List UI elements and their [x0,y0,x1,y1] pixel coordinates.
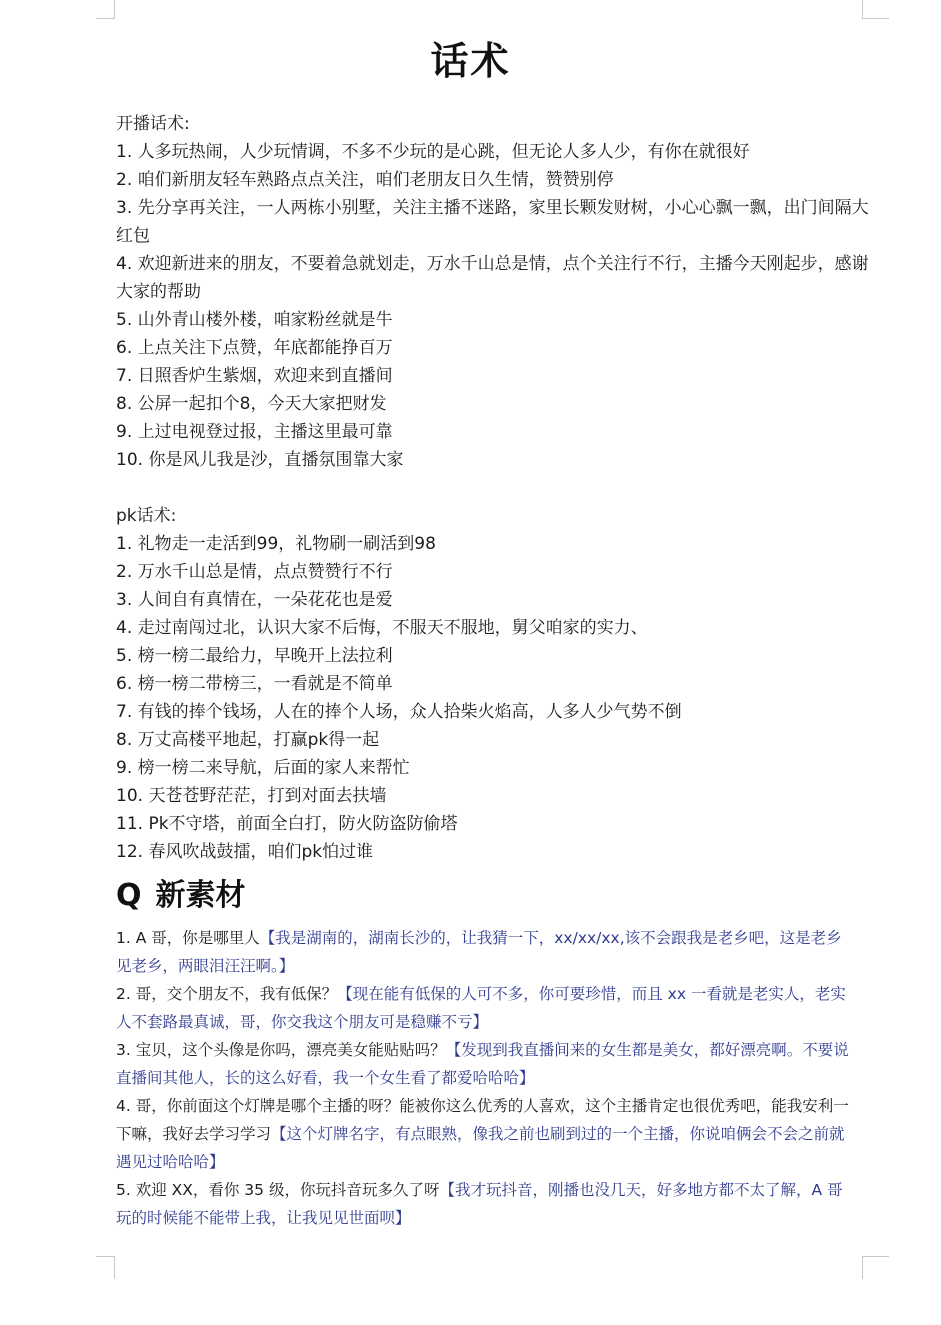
material-question: 2. 哥，交个朋友不，我有低保？ [116,985,338,1003]
list-item: 10. 你是风儿我是沙，直播氛围靠大家 [116,450,404,470]
opening-list [116,138,876,474]
scripts-content [116,110,876,866]
material-question: 5. 欢迎 XX，看你 35 级，你玩抖音玩多久了呀 [116,1181,440,1199]
material-item [116,1036,856,1092]
list-item: 9. 上过电视登过报，主播这里最可靠 [116,422,393,442]
opening-section-label: 开播话术: [116,114,190,134]
section-spacer [116,474,876,502]
crop-mark-bottom-right [862,1256,889,1279]
list-item: 2. 咱们新朋友轻车熟路点点关注，咱们老朋友日久生情，赞赞别停 [116,170,614,190]
material-item [116,980,856,1036]
list-item: 8. 万丈高楼平地起，打赢pk得一起 [116,730,380,750]
list-item: 12. 春风吹战鼓擂，咱们pk怕过谁 [116,842,374,862]
crop-mark-bottom-left [96,1256,115,1279]
list-item: 1. 礼物走一走活到99，礼物刷一刷活到98 [116,534,436,554]
list-item: 5. 榜一榜二最给力，早晚开上法拉利 [116,646,393,666]
pk-list [116,530,876,866]
pk-section-label: pk话术: [116,506,177,526]
material-reply: 【这个灯牌名字，有点眼熟，像我之前也刷到过的一个主播，你说咱俩会不会之前就遇见过哈哈哈】 [116,1125,845,1171]
q-symbol: Q [116,878,142,913]
page-title: 话术 [430,39,511,83]
list-item: 7. 有钱的捧个钱场，人在的捧个人场，众人拾柴火焰高，人多人少气势不倒 [116,702,682,722]
list-item: 4. 走过南闯过北，认识大家不后悔，不服天不服地，舅父咱家的实力、 [116,618,648,638]
material-reply: 【现在能有低保的人可不多，你可要珍惜，而且 xx 一看就是老实人，老实人不套路最真诚，哥，你交我这个朋友可是稳赚不亏】 [116,985,846,1031]
material-question: 4. 哥，你前面这个灯牌是哪个主播的呀？能被你这么优秀的人喜欢，这个主播肯定也很优秀吧，能我安利一下嘛，我好去学习学习 [116,1097,849,1143]
new-material-title: 新素材 [155,878,246,913]
material-question: 3. 宝贝，这个头像是你吗，漂亮美女能贴贴吗？ [116,1041,446,1059]
new-material-heading [116,874,246,918]
list-item: 5. 山外青山楼外楼，咱家粉丝就是牛 [116,310,393,330]
list-item: 4. 欢迎新进来的朋友，不要着急就划走，万水千山总是情，点个关注行不行，主播今天刚起步，感谢大家的帮助 [116,254,869,302]
material-item [116,924,856,980]
list-item: 7. 日照香炉生紫烟，欢迎来到直播间 [116,366,393,386]
new-material-list [116,924,856,1232]
list-item: 11. Pk不守塔，前面全白打，防火防盗防偷塔 [116,814,458,834]
material-item [116,1092,856,1176]
list-item: 1. 人多玩热闹，人少玩情调，不多不少玩的是心跳，但无论人多人少，有你在就很好 [116,142,750,162]
list-item: 8. 公屏一起扣个8，今天大家把财发 [116,394,387,414]
material-item [116,1176,856,1232]
material-question: 1. A 哥，你是哪里人 [116,929,260,947]
material-reply: 【我才玩抖音，刚播也没几天，好多地方都不太了解，A 哥玩的时候能不能带上我，让我见见世面呗】 [116,1181,843,1227]
list-item: 6. 榜一榜二带榜三，一看就是不简单 [116,674,393,694]
list-item: 6. 上点关注下点赞，年底都能挣百万 [116,338,393,358]
list-item: 3. 先分享再关注，一人两栋小别墅，关注主播不迷路，家里长颗发财树，小心心飘一飘，出门间隔大红包 [116,198,869,246]
list-item: 2. 万水千山总是情，点点赞赞行不行 [116,562,393,582]
list-item: 10. 天苍苍野茫茫，打到对面去扶墙 [116,786,387,806]
crop-mark-top-left [96,0,115,19]
material-reply: 【发现到我直播间来的女生都是美女，都好漂亮啊。不要说直播间其他人，长的这么好看，我一个女生看了都爱哈哈哈】 [116,1041,849,1087]
list-item: 3. 人间自有真情在，一朵花花也是爱 [116,590,393,610]
list-item: 9. 榜一榜二来导航，后面的家人来帮忙 [116,758,410,778]
crop-mark-top-right [862,0,889,19]
material-reply: 【我是湖南的，湖南长沙的，让我猜一下，xx/xx/xx,该不会跟我是老乡吧，这是老乡见老乡，两眼泪汪汪啊。】 [116,929,842,975]
